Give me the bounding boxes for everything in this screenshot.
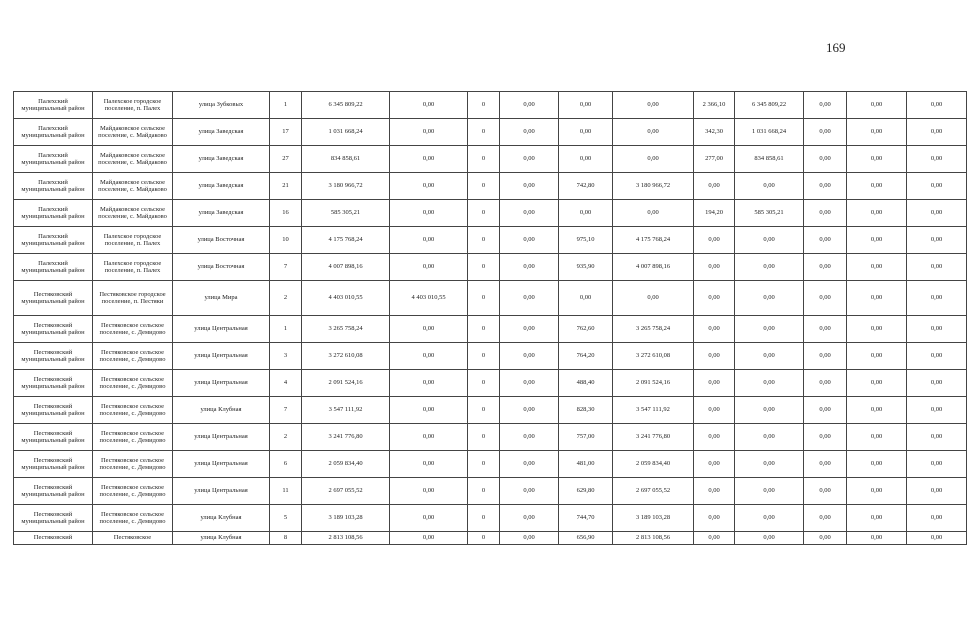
cell-street: улица Центральная <box>173 451 270 478</box>
cell-col-12: 834 858,61 <box>735 146 804 173</box>
cell-col-6: 0,00 <box>390 173 468 200</box>
cell-district: Пестяковский муниципальный район <box>14 478 93 505</box>
cell-street: улица Заведская <box>173 173 270 200</box>
cell-house-number: 2 <box>270 281 302 316</box>
cell-col-8: 0,00 <box>500 200 559 227</box>
cell-col-15: 0,00 <box>907 532 967 545</box>
cell-house-number: 17 <box>270 119 302 146</box>
cell-settlement: Майдаковское сельское поселение, с. Майдаково <box>93 119 173 146</box>
cell-col-12: 0,00 <box>735 478 804 505</box>
cell-col-6: 0,00 <box>390 146 468 173</box>
cell-col-7: 0 <box>468 281 500 316</box>
cell-col-11: 0,00 <box>694 478 735 505</box>
cell-col-6: 0,00 <box>390 254 468 281</box>
cell-col-12: 0,00 <box>735 281 804 316</box>
cell-col-12: 0,00 <box>735 451 804 478</box>
cell-settlement: Пестяковское сельское поселение, с. Демидово <box>93 478 173 505</box>
cell-col-12: 0,00 <box>735 343 804 370</box>
cell-col-8: 0,00 <box>500 254 559 281</box>
cell-col-9: 0,00 <box>559 146 613 173</box>
cell-col-7: 0 <box>468 200 500 227</box>
cell-col-10: 2 091 524,16 <box>613 370 694 397</box>
cell-house-number: 1 <box>270 92 302 119</box>
cell-col-11: 0,00 <box>694 343 735 370</box>
cell-col-13: 0,00 <box>804 146 847 173</box>
cell-col-8: 0,00 <box>500 505 559 532</box>
cell-house-number: 11 <box>270 478 302 505</box>
cell-col-13: 0,00 <box>804 281 847 316</box>
table-row <box>14 451 967 478</box>
cell-col-9: 481,00 <box>559 451 613 478</box>
table-row <box>14 146 967 173</box>
cell-district: Палехский муниципальный район <box>14 227 93 254</box>
cell-settlement: Палехское городское поселение, п. Палех <box>93 254 173 281</box>
cell-total-cost: 4 007 898,16 <box>302 254 390 281</box>
cell-col-15: 0,00 <box>907 146 967 173</box>
cell-district: Палехский муниципальный район <box>14 119 93 146</box>
cell-col-13: 0,00 <box>804 227 847 254</box>
cell-street: улица Центральная <box>173 343 270 370</box>
cell-col-11: 0,00 <box>694 227 735 254</box>
cell-col-14: 0,00 <box>847 92 907 119</box>
cell-district: Палехский муниципальный район <box>14 254 93 281</box>
cell-total-cost: 4 403 010,55 <box>302 281 390 316</box>
cell-col-12: 0,00 <box>735 254 804 281</box>
cell-street: улица Заведская <box>173 119 270 146</box>
cell-col-9: 656,90 <box>559 532 613 545</box>
cell-house-number: 7 <box>270 254 302 281</box>
cell-district: Пестяковский муниципальный район <box>14 370 93 397</box>
cell-col-7: 0 <box>468 343 500 370</box>
cell-col-7: 0 <box>468 227 500 254</box>
cell-col-6: 0,00 <box>390 200 468 227</box>
cell-col-10: 0,00 <box>613 146 694 173</box>
cell-settlement: Пестяковское городское поселение, п. Пестяки <box>93 281 173 316</box>
cell-total-cost: 3 241 776,80 <box>302 424 390 451</box>
cell-col-8: 0,00 <box>500 451 559 478</box>
cell-col-6: 0,00 <box>390 505 468 532</box>
cell-house-number: 21 <box>270 173 302 200</box>
cell-col-14: 0,00 <box>847 370 907 397</box>
cell-settlement: Пестяковское сельское поселение, с. Демидово <box>93 370 173 397</box>
cell-settlement: Пестяковское сельское поселение, с. Демидово <box>93 451 173 478</box>
cell-col-10: 3 241 776,80 <box>613 424 694 451</box>
cell-col-14: 0,00 <box>847 478 907 505</box>
cell-street: улица Мира <box>173 281 270 316</box>
cell-col-7: 0 <box>468 119 500 146</box>
cell-col-9: 828,30 <box>559 397 613 424</box>
cell-house-number: 27 <box>270 146 302 173</box>
cell-col-15: 0,00 <box>907 173 967 200</box>
cell-settlement: Пестяковское сельское поселение, с. Демидово <box>93 316 173 343</box>
cell-district: Пестяковский муниципальный район <box>14 451 93 478</box>
cell-col-15: 0,00 <box>907 451 967 478</box>
cell-settlement: Пестяковское сельское поселение, с. Демидово <box>93 505 173 532</box>
cell-col-6: 0,00 <box>390 343 468 370</box>
cell-col-14: 0,00 <box>847 532 907 545</box>
cell-col-13: 0,00 <box>804 316 847 343</box>
table-row <box>14 173 967 200</box>
cell-col-14: 0,00 <box>847 397 907 424</box>
cell-col-6: 4 403 010,55 <box>390 281 468 316</box>
cell-col-11: 0,00 <box>694 424 735 451</box>
cell-col-8: 0,00 <box>500 146 559 173</box>
cell-house-number: 4 <box>270 370 302 397</box>
cell-col-11: 0,00 <box>694 505 735 532</box>
cell-total-cost: 6 345 809,22 <box>302 92 390 119</box>
cell-house-number: 2 <box>270 424 302 451</box>
data-table <box>13 91 967 545</box>
cell-house-number: 16 <box>270 200 302 227</box>
cell-col-10: 3 180 966,72 <box>613 173 694 200</box>
cell-col-15: 0,00 <box>907 254 967 281</box>
cell-col-7: 0 <box>468 316 500 343</box>
cell-col-13: 0,00 <box>804 92 847 119</box>
cell-col-11: 0,00 <box>694 173 735 200</box>
cell-col-7: 0 <box>468 92 500 119</box>
cell-total-cost: 4 175 768,24 <box>302 227 390 254</box>
cell-col-13: 0,00 <box>804 397 847 424</box>
cell-col-9: 975,10 <box>559 227 613 254</box>
table-row <box>14 281 967 316</box>
cell-col-10: 2 059 834,40 <box>613 451 694 478</box>
cell-col-11: 0,00 <box>694 370 735 397</box>
cell-total-cost: 2 059 834,40 <box>302 451 390 478</box>
cell-col-8: 0,00 <box>500 532 559 545</box>
cell-street: улица Центральная <box>173 316 270 343</box>
cell-house-number: 3 <box>270 343 302 370</box>
cell-col-11: 2 366,10 <box>694 92 735 119</box>
table-row <box>14 200 967 227</box>
cell-col-9: 764,20 <box>559 343 613 370</box>
cell-col-7: 0 <box>468 532 500 545</box>
cell-col-6: 0,00 <box>390 92 468 119</box>
table-row <box>14 370 967 397</box>
cell-col-8: 0,00 <box>500 173 559 200</box>
cell-col-11: 0,00 <box>694 316 735 343</box>
cell-col-14: 0,00 <box>847 281 907 316</box>
cell-col-9: 0,00 <box>559 92 613 119</box>
cell-house-number: 6 <box>270 451 302 478</box>
cell-col-6: 0,00 <box>390 227 468 254</box>
cell-total-cost: 2 091 524,16 <box>302 370 390 397</box>
cell-district: Палехский муниципальный район <box>14 146 93 173</box>
cell-col-10: 3 547 111,92 <box>613 397 694 424</box>
cell-settlement: Пестяковское сельское поселение, с. Демидово <box>93 397 173 424</box>
cell-district: Пестяковский муниципальный район <box>14 281 93 316</box>
cell-col-6: 0,00 <box>390 532 468 545</box>
cell-col-10: 4 007 898,16 <box>613 254 694 281</box>
cell-col-14: 0,00 <box>847 173 907 200</box>
cell-district: Палехский муниципальный район <box>14 173 93 200</box>
cell-total-cost: 1 031 668,24 <box>302 119 390 146</box>
cell-col-10: 3 265 758,24 <box>613 316 694 343</box>
cell-street: улица Клубная <box>173 505 270 532</box>
cell-col-14: 0,00 <box>847 316 907 343</box>
cell-col-10: 0,00 <box>613 200 694 227</box>
cell-total-cost: 585 305,21 <box>302 200 390 227</box>
table-row <box>14 254 967 281</box>
cell-col-12: 0,00 <box>735 505 804 532</box>
cell-total-cost: 3 272 610,08 <box>302 343 390 370</box>
cell-col-10: 4 175 768,24 <box>613 227 694 254</box>
table-body <box>14 92 967 545</box>
cell-col-14: 0,00 <box>847 146 907 173</box>
cell-col-14: 0,00 <box>847 505 907 532</box>
cell-col-8: 0,00 <box>500 92 559 119</box>
cell-col-9: 0,00 <box>559 281 613 316</box>
cell-col-11: 0,00 <box>694 254 735 281</box>
table-row <box>14 343 967 370</box>
cell-col-6: 0,00 <box>390 119 468 146</box>
cell-col-9: 762,60 <box>559 316 613 343</box>
cell-settlement: Пестяковское <box>93 532 173 545</box>
cell-col-13: 0,00 <box>804 505 847 532</box>
cell-col-15: 0,00 <box>907 316 967 343</box>
cell-col-11: 342,30 <box>694 119 735 146</box>
cell-col-14: 0,00 <box>847 343 907 370</box>
cell-col-10: 2 697 055,52 <box>613 478 694 505</box>
cell-col-11: 194,20 <box>694 200 735 227</box>
cell-col-8: 0,00 <box>500 281 559 316</box>
cell-col-8: 0,00 <box>500 343 559 370</box>
cell-col-8: 0,00 <box>500 119 559 146</box>
cell-street: улица Восточная <box>173 254 270 281</box>
table-row <box>14 92 967 119</box>
cell-street: улица Восточная <box>173 227 270 254</box>
cell-col-15: 0,00 <box>907 370 967 397</box>
cell-col-6: 0,00 <box>390 316 468 343</box>
cell-street: улица Зубковых <box>173 92 270 119</box>
cell-district: Пестяковский <box>14 532 93 545</box>
cell-settlement: Майдаковское сельское поселение, с. Майдаково <box>93 200 173 227</box>
cell-district: Пестяковский муниципальный район <box>14 397 93 424</box>
cell-col-15: 0,00 <box>907 119 967 146</box>
cell-col-12: 0,00 <box>735 173 804 200</box>
cell-col-10: 0,00 <box>613 119 694 146</box>
cell-district: Палехский муниципальный район <box>14 92 93 119</box>
cell-col-15: 0,00 <box>907 343 967 370</box>
cell-house-number: 1 <box>270 316 302 343</box>
cell-col-11: 277,00 <box>694 146 735 173</box>
table-row <box>14 119 967 146</box>
cell-col-15: 0,00 <box>907 478 967 505</box>
cell-street: улица Центральная <box>173 424 270 451</box>
cell-col-7: 0 <box>468 505 500 532</box>
cell-col-13: 0,00 <box>804 370 847 397</box>
cell-district: Пестяковский муниципальный район <box>14 343 93 370</box>
cell-district: Пестяковский муниципальный район <box>14 424 93 451</box>
cell-col-15: 0,00 <box>907 92 967 119</box>
cell-col-12: 0,00 <box>735 370 804 397</box>
table-row <box>14 505 967 532</box>
cell-col-15: 0,00 <box>907 227 967 254</box>
cell-col-10: 0,00 <box>613 92 694 119</box>
cell-col-12: 6 345 809,22 <box>735 92 804 119</box>
cell-col-14: 0,00 <box>847 200 907 227</box>
cell-col-12: 0,00 <box>735 532 804 545</box>
cell-col-13: 0,00 <box>804 200 847 227</box>
cell-street: улица Центральная <box>173 478 270 505</box>
cell-col-7: 0 <box>468 370 500 397</box>
cell-col-9: 742,80 <box>559 173 613 200</box>
cell-col-12: 0,00 <box>735 316 804 343</box>
cell-street: улица Центральная <box>173 370 270 397</box>
cell-col-12: 0,00 <box>735 227 804 254</box>
cell-col-14: 0,00 <box>847 119 907 146</box>
cell-total-cost: 2 697 055,52 <box>302 478 390 505</box>
cell-house-number: 7 <box>270 397 302 424</box>
cell-house-number: 8 <box>270 532 302 545</box>
cell-col-6: 0,00 <box>390 478 468 505</box>
cell-col-13: 0,00 <box>804 532 847 545</box>
cell-house-number: 5 <box>270 505 302 532</box>
cell-house-number: 10 <box>270 227 302 254</box>
cell-col-13: 0,00 <box>804 451 847 478</box>
cell-col-15: 0,00 <box>907 281 967 316</box>
cell-total-cost: 3 265 758,24 <box>302 316 390 343</box>
cell-district: Пестяковский муниципальный район <box>14 505 93 532</box>
cell-col-14: 0,00 <box>847 424 907 451</box>
cell-col-13: 0,00 <box>804 478 847 505</box>
cell-col-7: 0 <box>468 424 500 451</box>
cell-col-13: 0,00 <box>804 343 847 370</box>
cell-col-9: 0,00 <box>559 119 613 146</box>
cell-col-12: 585 305,21 <box>735 200 804 227</box>
cell-col-12: 1 031 668,24 <box>735 119 804 146</box>
cell-street: улица Заведская <box>173 146 270 173</box>
cell-street: улица Заведская <box>173 200 270 227</box>
cell-street: улица Клубная <box>173 397 270 424</box>
cell-col-7: 0 <box>468 478 500 505</box>
cell-col-14: 0,00 <box>847 254 907 281</box>
cell-col-8: 0,00 <box>500 424 559 451</box>
cell-col-10: 0,00 <box>613 281 694 316</box>
cell-col-8: 0,00 <box>500 316 559 343</box>
cell-col-14: 0,00 <box>847 227 907 254</box>
cell-total-cost: 834 858,61 <box>302 146 390 173</box>
cell-col-6: 0,00 <box>390 424 468 451</box>
table-row <box>14 397 967 424</box>
cell-total-cost: 2 813 108,56 <box>302 532 390 545</box>
cell-street: улица Клубная <box>173 532 270 545</box>
cell-col-13: 0,00 <box>804 424 847 451</box>
cell-col-13: 0,00 <box>804 173 847 200</box>
cell-col-10: 2 813 108,56 <box>613 532 694 545</box>
cell-col-10: 3 272 610,08 <box>613 343 694 370</box>
cell-col-9: 935,90 <box>559 254 613 281</box>
cell-col-11: 0,00 <box>694 532 735 545</box>
cell-col-8: 0,00 <box>500 397 559 424</box>
cell-col-9: 757,00 <box>559 424 613 451</box>
cell-col-11: 0,00 <box>694 451 735 478</box>
cell-col-9: 0,00 <box>559 200 613 227</box>
cell-col-10: 3 189 103,28 <box>613 505 694 532</box>
cell-col-7: 0 <box>468 173 500 200</box>
cell-col-15: 0,00 <box>907 397 967 424</box>
cell-col-7: 0 <box>468 254 500 281</box>
cell-col-8: 0,00 <box>500 370 559 397</box>
cell-settlement: Пестяковское сельское поселение, с. Демидово <box>93 343 173 370</box>
cell-settlement: Палехское городское поселение, п. Палех <box>93 227 173 254</box>
table-row <box>14 532 967 545</box>
cell-settlement: Пестяковское сельское поселение, с. Демидово <box>93 424 173 451</box>
cell-col-12: 0,00 <box>735 424 804 451</box>
cell-col-6: 0,00 <box>390 397 468 424</box>
table-row <box>14 316 967 343</box>
cell-total-cost: 3 547 111,92 <box>302 397 390 424</box>
page-number: 169 <box>826 40 846 55</box>
cell-total-cost: 3 180 966,72 <box>302 173 390 200</box>
cell-col-9: 744,70 <box>559 505 613 532</box>
cell-col-12: 0,00 <box>735 397 804 424</box>
cell-col-6: 0,00 <box>390 370 468 397</box>
cell-col-13: 0,00 <box>804 254 847 281</box>
cell-settlement: Майдаковское сельское поселение, с. Майдаково <box>93 173 173 200</box>
cell-col-8: 0,00 <box>500 478 559 505</box>
cell-col-15: 0,00 <box>907 424 967 451</box>
cell-settlement: Майдаковское сельское поселение, с. Майдаково <box>93 146 173 173</box>
cell-col-15: 0,00 <box>907 505 967 532</box>
cell-district: Палехский муниципальный район <box>14 200 93 227</box>
cell-col-15: 0,00 <box>907 200 967 227</box>
cell-col-8: 0,00 <box>500 227 559 254</box>
cell-col-11: 0,00 <box>694 281 735 316</box>
cell-col-11: 0,00 <box>694 397 735 424</box>
cell-col-9: 629,80 <box>559 478 613 505</box>
cell-col-9: 488,40 <box>559 370 613 397</box>
cell-col-6: 0,00 <box>390 451 468 478</box>
cell-col-7: 0 <box>468 397 500 424</box>
table-row <box>14 227 967 254</box>
cell-settlement: Палехское городское поселение, п. Палех <box>93 92 173 119</box>
cell-col-7: 0 <box>468 451 500 478</box>
table-row <box>14 424 967 451</box>
cell-district: Пестяковский муниципальный район <box>14 316 93 343</box>
table-row <box>14 478 967 505</box>
cell-col-14: 0,00 <box>847 451 907 478</box>
cell-col-7: 0 <box>468 146 500 173</box>
cell-col-13: 0,00 <box>804 119 847 146</box>
cell-total-cost: 3 189 103,28 <box>302 505 390 532</box>
